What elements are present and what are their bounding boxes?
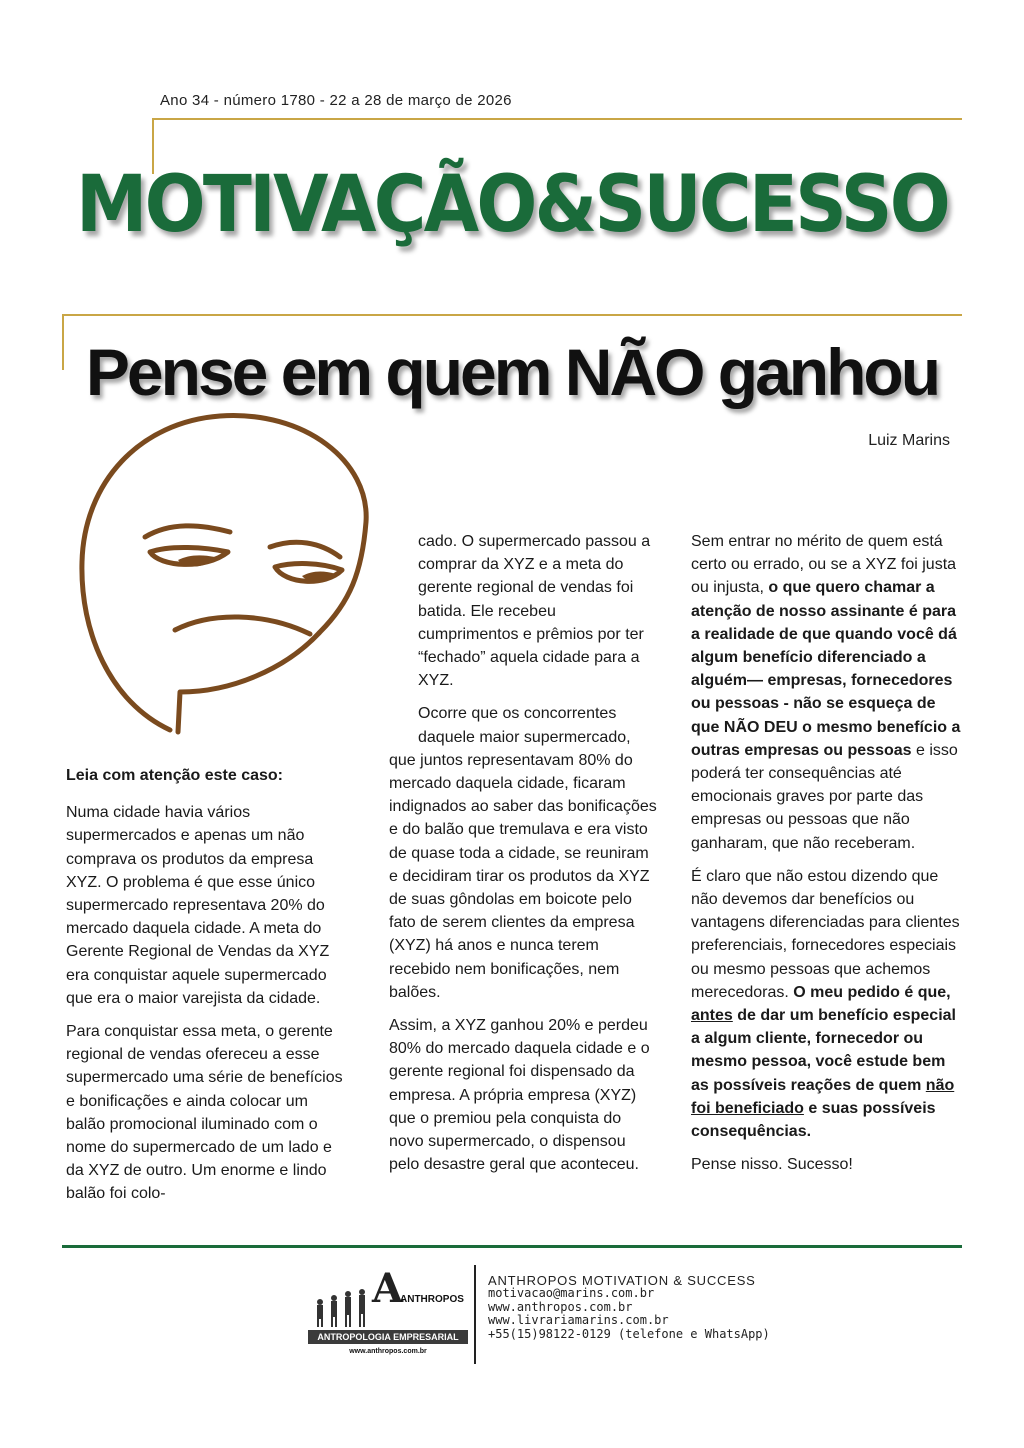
text-run: Sem entrar no mérito de quem está certo ou errado, ou se a XYZ foi justa ou injusta, (691, 533, 957, 597)
emphasis-text: O meu pedido é que, (793, 983, 951, 1001)
website-link[interactable]: www.anthropos.com.br (488, 1299, 633, 1314)
email-link[interactable]: motivacao@marins.com.br (488, 1286, 655, 1301)
phone-number: +55(15)98122-0129 (telefone e WhatsApp) (488, 1326, 770, 1341)
paragraph: Para conquistar essa meta, o gerente regional de vendas ofereceu a esse supermercado uma série de benefícios e bonificações e ainda colocar um balão promocional iluminado com o nome do supermercado de um lado e da XYZ de outro. Um enorme e lindo balão foi colo- (66, 1023, 343, 1203)
emphasis-text: e suas possíveis consequências. (691, 1099, 936, 1141)
issue-line: Ano 34 - número 1780 - 22 a 28 de março de 2026 (160, 92, 512, 109)
footer-divider (474, 1265, 476, 1364)
paragraph: que juntos representavam 80% do mercado daquela cidade, ficaram indignados ao saber das bonificações e do balão que tremulava e era visto de quase toda a cidade, se reuniram e decidiram tirar os produtos da XYZ de suas gôndolas em boicote pelo fato de serem clientes da empresa (XYZ) há anos e nunca terem recebido nem bonificações, nem balões. (389, 751, 657, 1001)
article-column-2 (389, 530, 657, 1186)
anthropos-logo (308, 1262, 468, 1364)
emphasis-text: de dar um benefício especial a algum cliente, fornecedor ou mesmo pessoa, você estude bem as possíveis reações de quem (691, 1007, 956, 1094)
logo-banner: ANTROPOLOGIA EMPRESARIAL (308, 1330, 468, 1344)
article-column-1 (66, 764, 348, 1216)
emphasis-text: o que quero chamar a atenção de nosso assinante é para a realidade de que quando você dá algum benefício diferenciado a alguém— empresas, fornecedores ou pessoas - não se esqueça de que NÃO DEU o mesmo benefício a outras empresas ou pessoas (691, 579, 961, 759)
paragraph (691, 530, 963, 855)
paragraph: Ocorre que os concorrentes daquele maior supermercado, (418, 705, 631, 746)
paragraph: cado. O supermercado passou a comprar da XYZ e a meta do gerente regional de vendas foi batida. Ele recebeu cumprimentos e prêmios por ter “fechado” aquela cidade para a XYZ. (418, 533, 651, 690)
svg-text:A: A (372, 1265, 404, 1312)
gold-rule-mid (62, 314, 962, 316)
paragraph (691, 865, 963, 1143)
underlined-text: antes (691, 1007, 733, 1025)
skeptical-face-illustration (70, 402, 370, 742)
lead-in: Leia com atenção este caso: (66, 767, 283, 784)
green-footer-rule (62, 1245, 962, 1248)
logo-url: www.anthropos.com.br (349, 1348, 427, 1355)
contact-block (488, 1274, 770, 1341)
article-column-3 (691, 530, 963, 1186)
text-run: e isso poderá ter consequências até emocionais graves por parte das empresas ou pessoas que não ganharam, que não receberam. (691, 741, 958, 852)
logo-wordmark: ANTHROPOS (400, 1294, 464, 1305)
article-headline: Pense em quem NÃO ganhou (85, 335, 939, 409)
masthead-title: MOTIVAÇÃO&SUCESSO (76, 160, 948, 250)
underlined-text: não foi beneficiado (691, 1076, 955, 1117)
website-link[interactable]: www.livrariamarins.com.br (488, 1313, 669, 1328)
paragraph: Assim, a XYZ ganhou 20% e perdeu 80% do mercado daquela cidade e o gerente regional foi dispensado da empresa. A própria empresa (XYZ) que o premiou pela conquista do novo supermercado, o dispensou pelo desastre geral que aconteceu. (389, 1017, 650, 1174)
closing-line: Pense nisso. Sucesso! (691, 1156, 853, 1174)
gold-rule-top (152, 118, 962, 120)
company-name: ANTHROPOS MOTIVATION & SUCCESS (488, 1273, 756, 1288)
text-run: É claro que não estou dizendo que não devemos dar benefícios ou vantagens diferenciadas para clientes preferenciais, fornecedores especiais ou mesmo pessoas que achemos merecedoras. (691, 867, 960, 1001)
article-author: Luiz Marins (868, 432, 950, 449)
paragraph: Numa cidade havia vários supermercados e apenas um não comprava os produtos da empresa XYZ. O problema é que esse único supermercado representava 20% do mercado daquela cidade. A meta do Gerente Regional de Vendas da XYZ era conquistar aquele supermercado que era o maior varejista da cidade. (66, 804, 330, 1007)
